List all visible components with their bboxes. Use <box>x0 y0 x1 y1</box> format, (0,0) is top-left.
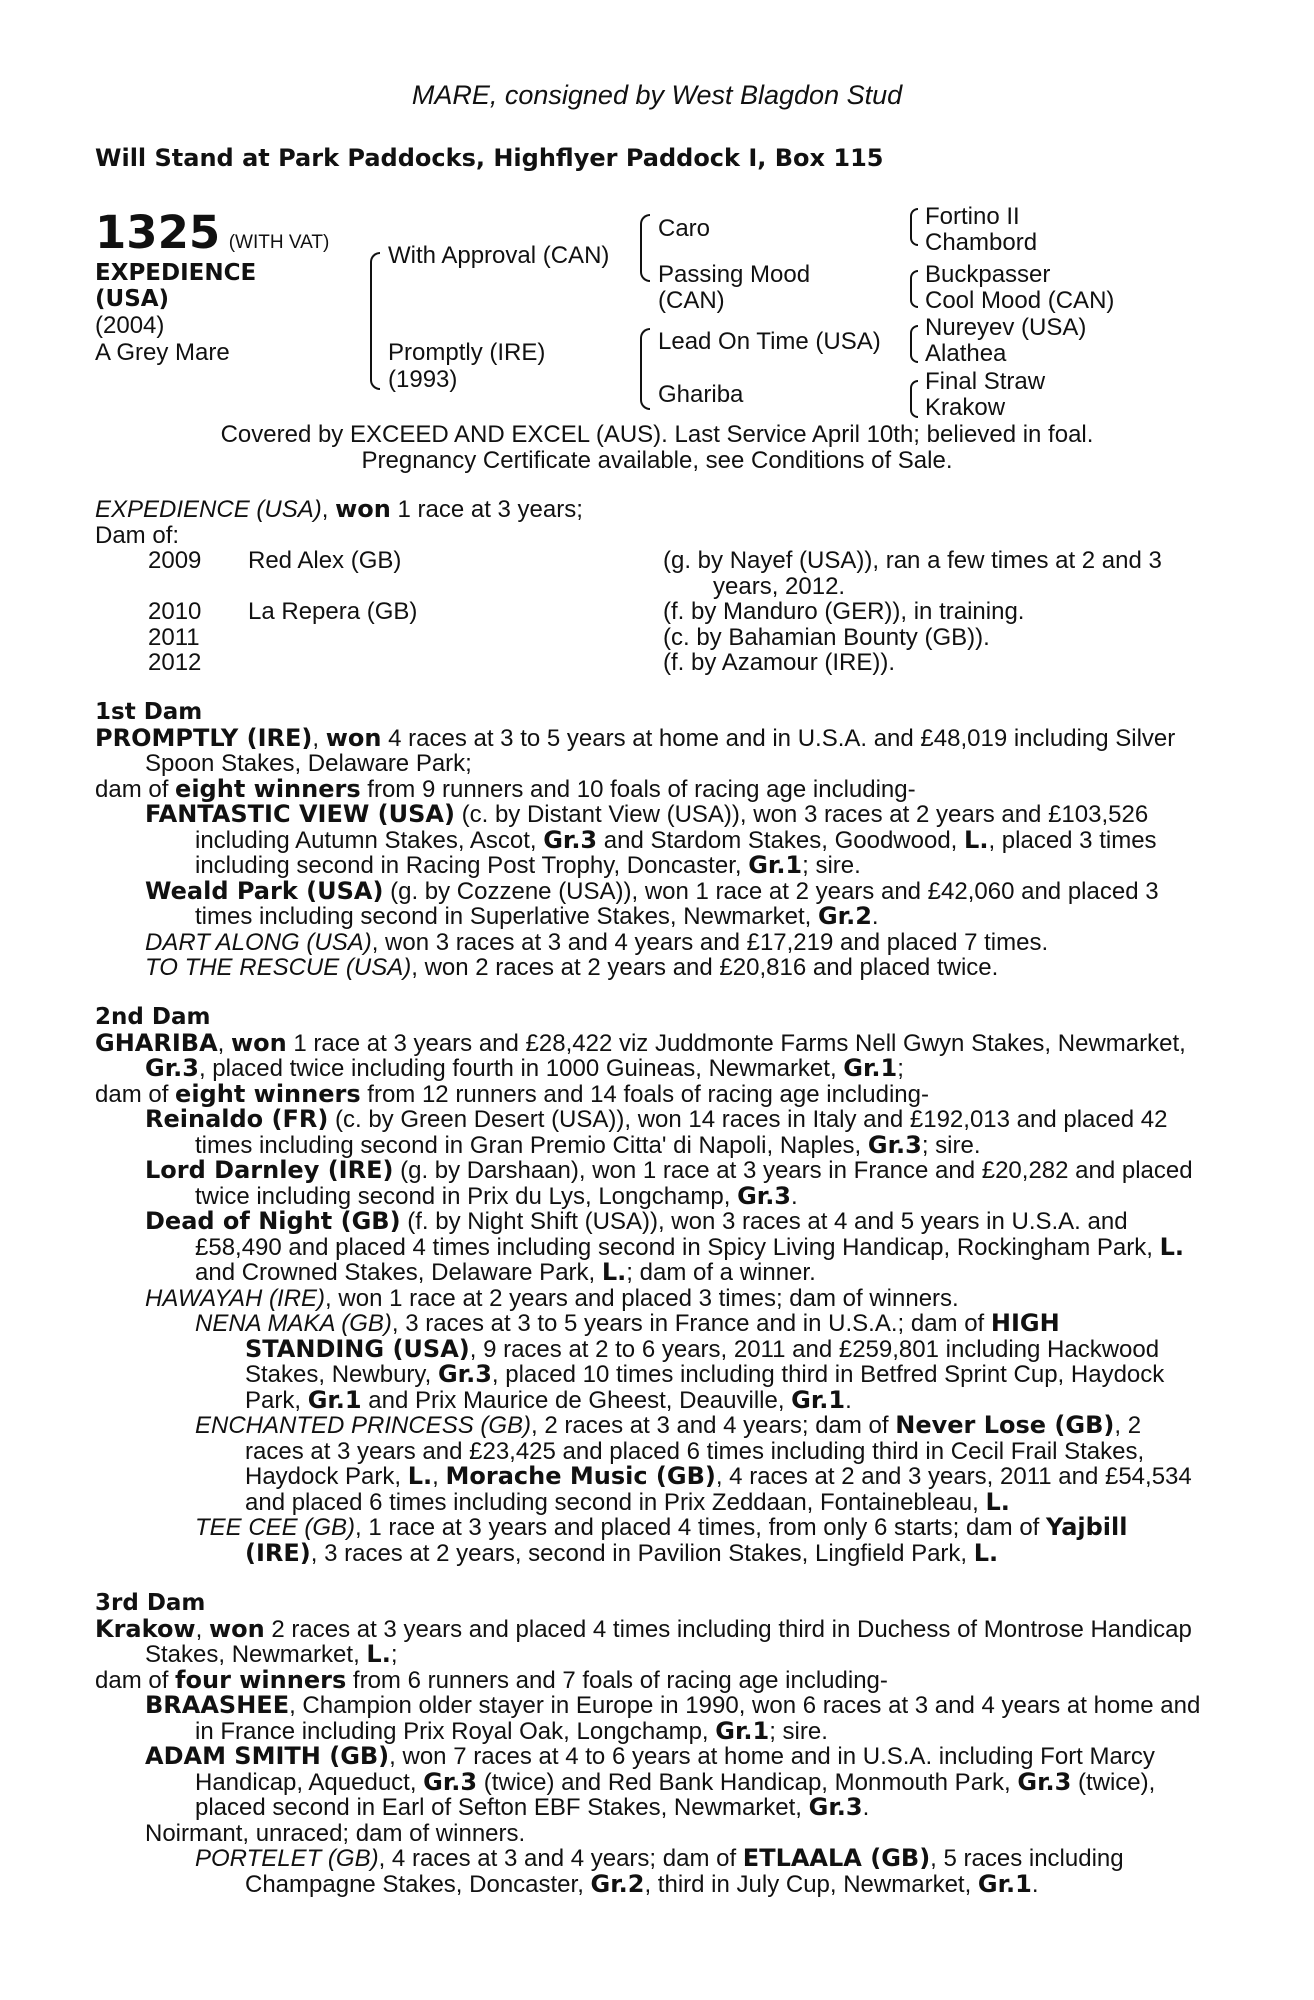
produce-details: (g. by Nayef (USA)), ran a few times at 2 and 3 <box>663 547 1162 574</box>
brace-ds <box>910 325 918 363</box>
pedigree-sd-country: (CAN) <box>658 287 725 314</box>
produce-year: 2010 <box>148 598 202 625</box>
brace-ss <box>910 208 918 246</box>
third-dam-produce-summary: dam of four winners from 6 runners and 7 foals of racing age including- <box>95 1665 888 1694</box>
third-dam-offspring: BRAASHEE, Champion older stayer in Europe in 1990, won 6 races at 3 and 4 years at home and in France including Prix Royal Oak, Longchamp, Gr.1; sire. <box>145 1691 1201 1745</box>
first-dam-record: PROMPTLY (IRE), won 4 races at 3 to 5 years at home and in U.S.A. and £48,019 including Silver Spoon Stakes, Delaware Park; <box>95 723 1176 777</box>
brace-sd <box>910 270 918 308</box>
mare-record-text: 1 race at 3 years; <box>390 496 583 523</box>
mare-record: EXPEDIENCE (USA), won 1 race at 3 years; Dam of: <box>95 497 1203 548</box>
produce-year: 2011 <box>148 623 200 651</box>
first-dam-produce-summary: dam of eight winners from 9 runners and 10 foals of racing age including- <box>95 774 916 803</box>
pedigree-ds: Lead On Time (USA) <box>658 328 881 355</box>
second-dam-produce-summary: dam of eight winners from 12 runners and 14 foals of racing age including- <box>95 1079 929 1108</box>
pedigree-dds: Final Straw <box>925 368 1046 395</box>
brace-dd <box>910 380 918 418</box>
brace-dam-line <box>640 328 650 410</box>
produce-name <box>248 625 663 651</box>
produce-name <box>248 650 663 676</box>
pedigree-dss: Nureyev (USA) <box>925 314 1087 341</box>
pregnancy-line: Pregnancy Certificate available, see Conditions of Sale. <box>361 447 953 474</box>
produce-row <box>148 650 1208 676</box>
first-dam-offspring: TO THE RESCUE (USA), won 2 races at 2 years and £20,816 and placed twice. <box>145 954 999 981</box>
second-dam-offspring: Reinaldo (FR) (c. by Green Desert (USA)), won 14 races in Italy and £192,013 and placed 42 times including second in Gran Premio Citta' di Napoli, Naples, Gr.3; sire. <box>145 1105 1168 1159</box>
produce-details: (f. by Azamour (IRE)). <box>663 649 896 676</box>
pedigree-sdd: Cool Mood (CAN) <box>925 287 1115 314</box>
produce-row <box>148 599 1208 625</box>
produce-details: (c. by Bahamian Bounty (GB)). <box>663 623 990 651</box>
produce-details-cont: years, 2012. <box>713 572 846 600</box>
pedigree-ssd: Chambord <box>925 229 1038 256</box>
first-dam-offspring: FANTASTIC VIEW (USA) (c. by Distant View (USA)), won 3 races at 2 years and £103,526 including Autumn Stakes, Ascot, Gr.3 and Stardom Stakes, Goodwood, L., placed 3 times including second in Racing Post Trophy, Doncaster, Gr.1; sire. <box>145 800 1157 879</box>
second-dam-grand-offspring: NENA MAKA (GB), 3 races at 3 to 5 years in France and in U.S.A.; dam of HIGH STANDING (USA), 9 races at 2 to 6 years, 2011 and £259,801 including Hackwood Stakes, Newbury, Gr.3, placed 10 times including third in Betfred Sprint Cup, Haydock Park, Gr.1 and Prix Maurice de Gheest, Deauville, Gr.1. <box>195 1309 1165 1414</box>
brace-gen1 <box>370 252 380 390</box>
second-dam-grand-offspring: TEE CEE (GB), 1 race at 3 years and placed 4 times, from only 6 starts; dam of Yajbill (IRE), 3 races at 2 years, second in Pavilion Stakes, Lingfield Park, L. <box>195 1513 1128 1567</box>
first-dam-offspring: Weald Park (USA) (g. by Cozzene (USA)), won 1 race at 2 years and £42,060 and placed 3 times including second in Superlative Stakes, Newmarket, Gr.2. <box>145 876 1159 930</box>
produce-row <box>148 625 1208 651</box>
produce-list <box>148 548 1208 676</box>
mare-won: won <box>335 495 391 523</box>
produce-name: La Repera (GB) <box>248 598 418 625</box>
produce-details: (f. by Manduro (GER)), in training. <box>663 598 1025 625</box>
first-dam-section <box>95 700 1203 981</box>
second-dam-offspring: HAWAYAH (IRE), won 1 race at 2 years and placed 3 times; dam of winners. <box>145 1284 959 1312</box>
horse-description: A Grey Mare <box>95 339 230 366</box>
pedigree-dam: Promptly (IRE) <box>388 339 546 366</box>
second-dam-offspring: Dead of Night (GB) (f. by Night Shift (USA)), won 3 races at 4 and 5 years in U.S.A. and £58,490 and placed 4 times including second in Spicy Living Handicap, Rockingham Park, L. and Crowned Stakes, Delaware Park, L.; dam of a winner. <box>145 1207 1184 1286</box>
horse-country: (USA) <box>95 286 170 312</box>
third-dam-section <box>95 1591 1203 1897</box>
pedigree-dsd: Alathea <box>925 340 1007 367</box>
pedigree-sire: With Approval (CAN) <box>388 242 610 269</box>
vat-note: (WITH VAT) <box>228 232 330 253</box>
produce-row <box>148 548 1208 599</box>
produce-name: Red Alex (GB) <box>248 547 402 574</box>
first-dam-heading: 1st Dam <box>95 699 203 725</box>
produce-year: 2009 <box>148 547 202 574</box>
stand-location: Will Stand at Park Paddocks, Highflyer Paddock I, Box 115 <box>95 144 884 172</box>
pedigree-sd: Passing Mood <box>658 261 811 288</box>
third-dam-grand-offspring: PORTELET (GB), 4 races at 3 and 4 years; dam of ETLAALA (GB), 5 races including Champagne Stakes, Doncaster, Gr.2, third in July Cup, Newmarket, Gr.1. <box>195 1844 1124 1898</box>
third-dam-record: Krakow, won 2 races at 3 years and placed 4 times including third in Duchess of Montrose Handicap Stakes, Newmarket, L.; <box>95 1614 1192 1668</box>
pedigree-dam-year: (1993) <box>388 366 458 393</box>
dam-of-label: Dam of: <box>95 521 180 549</box>
first-dam-offspring: DART ALONG (USA), won 3 races at 3 and 4 years and £17,219 and placed 7 times. <box>145 928 1049 956</box>
second-dam-offspring: Lord Darnley (IRE) (g. by Darshaan), won 1 race at 3 years in France and £20,282 and placed twice including second in Prix du Lys, Longchamp, Gr.3. <box>145 1156 1193 1210</box>
lot-number-line <box>95 206 329 259</box>
mare-name: EXPEDIENCE (USA) <box>95 496 322 523</box>
third-dam-heading: 3rd Dam <box>95 1590 206 1616</box>
second-dam-section <box>95 1005 1203 1566</box>
pedigree-ss: Caro <box>658 215 711 242</box>
second-dam-record: GHARIBA, won 1 race at 3 years and £28,422 viz Juddmonte Farms Nell Gwyn Stakes, Newmarket, Gr.3, placed twice including fourth in 1000 Guineas, Newmarket, Gr.1; <box>95 1028 1186 1082</box>
produce-year: 2012 <box>148 649 202 676</box>
lot-number: 1325 <box>95 206 221 259</box>
brace-sire-line <box>640 214 650 282</box>
pedigree-sss: Fortino II <box>925 203 1020 230</box>
pedigree-dd: Ghariba <box>658 381 744 408</box>
second-dam-heading: 2nd Dam <box>95 1004 211 1030</box>
third-dam-offspring: ADAM SMITH (GB), won 7 races at 4 to 6 years at home and in U.S.A. including Fort Marcy Handicap, Aqueduct, Gr.3 (twice) and Red Bank Handicap, Monmouth Park, Gr.3 (twice), placed second in Earl of Sefton EBF Stakes, Newmarket, Gr.3. <box>145 1742 1156 1821</box>
consignor-heading: MARE, consigned by West Blagdon Stud <box>411 80 903 110</box>
pedigree-sds: Buckpasser <box>925 261 1051 288</box>
horse-name: EXPEDIENCE <box>95 260 257 286</box>
pedigree-ddd: Krakow <box>925 394 1006 421</box>
third-dam-offspring: Noirmant, unraced; dam of winners. <box>145 1819 526 1847</box>
foaling-year: (2004) <box>95 312 165 339</box>
covered-line: Covered by EXCEED AND EXCEL (AUS). Last Service April 10th; believed in foal. <box>220 421 1094 448</box>
second-dam-grand-offspring: ENCHANTED PRINCESS (GB), 2 races at 3 and 4 years; dam of Never Lose (GB), 2 races at 3 years and £23,425 and placed 6 times including third in Cecil Frail Stakes, Haydock Park, L., Morache Music (GB), 4 races at 2 and 3 years, 2011 and £54,534 and placed 6 times including second in Prix Zeddaan, Fontainebleau, L. <box>195 1411 1192 1516</box>
